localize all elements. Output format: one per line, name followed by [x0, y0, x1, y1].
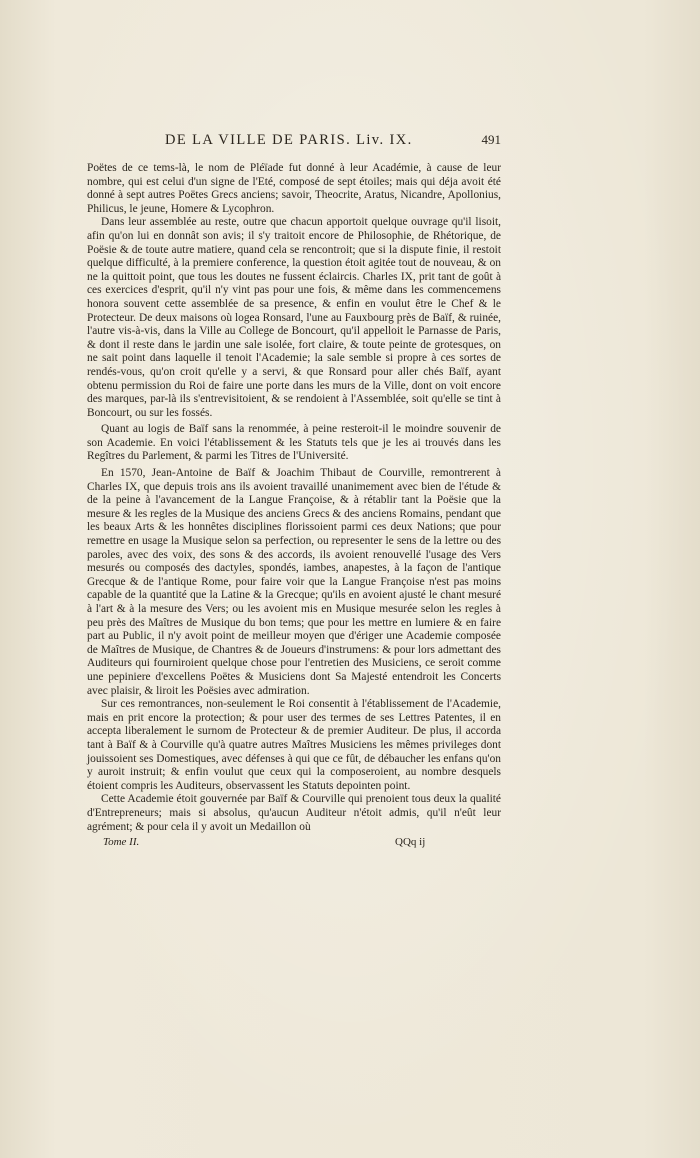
paragraph: Sur ces remontrances, non-seulement le Roi consentit à l'établissement de l'Academie, mais en prit encore la protection; & pour user des termes de ses Lettres Patentes, il en accepta liberalement le surnom de Protecteur & de premier Auditeur. De plus, il accorda tant à Baïf & à Courville qu'à quatre autres Maîtres Musiciens les mêmes privileges dont jouissoient ses Domestiques, avec défenses à qui que ce fût, de débaucher les enfans qu'on y auroit instruit; & enfin voulut que ceux qui la composeroient, au nombre desquels étoient compris les Auditeurs, observassent les Statuts depointen point.	[87, 698, 501, 792]
paragraph: Quant au logis de Baïf sans la renommée, à peine resteroit-il le moindre souvenir de son Academie. En voici l'établissement & les Statuts tels que je les ai trouvés dans les Regîtres du Parlement, & parmi les Titres de l'Université.	[87, 423, 501, 463]
text-block	[87, 132, 501, 852]
volume-label: Tome II.	[103, 836, 140, 849]
running-head	[87, 132, 501, 162]
paragraph: Cette Academie étoit gouvernée par Baïf & Courville qui prenoient tous deux la qualité d'Entrepreneurs; mais si absolus, qu'aucun Auditeur n'étoit admis, qu'il n'eût leur agrément; & pour cela il y avoit un Medaillon où	[87, 793, 501, 833]
paragraph: Dans leur assemblée au reste, outre que chacun apportoit quelque ouvrage qu'il lisoit, afin qu'on lui en donnât son avis; il s'y traitoit encore de Philosophie, de Rhétorique, de Poësie & de toute autre matiere, quand cela se rencontroit; que si la dispute finie, il restoit quelque difficulté, à la premiere conference, la question étoit agitée tout de nouveau, & on ne la quittoit point, que tous les doutes ne fussent éclaircis. Charles IX, prit tant de goût à ces exercices d'esprit, qu'il n'y vint pas pour une fois, & même dans les commencemens honora souvent cette assemblée de sa presence, & enfin en voulut être le Chef & le Protecteur. De deux maisons où logea Ronsard, l'une au Fauxbourg près de Baïf, & ruinée, l'autre vis-à-vis, dans la Ville au College de Boncourt, qu'il appelloit le Parnasse de Paris, & dont il reste dans le jardin une sale isolée, fort claire, & toute peinte de grotesques, on ne sait point dans laquelle il tenoit l'Academie; la sale semble si propre à ces sortes de rendés-vous, qu'on croit qu'elle y a servi, & que Ronsard pour aller chés Baïf, ayant obtenu permission du Roi de faire une porte dans les murs de la Ville, dont on voit encore des marques, par-là ils s'entrevisitoient, & se rendoient à l'Assemblée, soit qu'elle se tint à Boncourt, ou sur les fossés.	[87, 216, 501, 419]
paragraph: En 1570, Jean-Antoine de Baïf & Joachim Thibaut de Courville, remontrerent à Charles IX, que depuis trois ans ils avoient travaillé unanimement avec bien de l'étude & de la peine à l'avancement de la Langue Françoise, & à rétablir tant la Poësie que la mesure & les regles de la Musique des anciens Grecs & des anciens Romains, pendant que les beaux Arts & les honnêtes disciplines florissoient parmi ces deux Nations; que pour remettre en usage la Musique selon sa perfection, ou representer le sens de la lettre ou des paroles, avec des voix, des sons & des accords, ils avoient renouvellé l'usage des Vers mesurés ou composés des dactyles, spondés, iambes, anapestes, à la façon de l'antique Grecque & de l'antique Rome, pour faire voir que la Langue Françoise n'est pas moins capable de la quantité que la Latine & la Grecque; qu'ils en avoient ajusté le chant mesuré à l'art & à la mesure des Vers; ou les avoient mis en Musique mesurée selon les regles à peu près des Maîtres de Musique du bon tems; que pour les mettre en lumiere & en faire part au Public, il n'y avoit point de meilleur moyen que d'ériger une Academie composée de Maîtres de Musique, de Chantres & de Joueurs d'instrumens: & pour lors admettant des Auditeurs qui fourniroient quelque chose pour l'entretien des Musiciens, ce seroit comme une pepiniere d'excellens Poëtes & Musiciens dont Sa Majesté entendroit les Concerts avec plaisir, & liroit les Poësies avec admiration.	[87, 467, 501, 697]
running-title: DE LA VILLE DE PARIS. Liv. IX.	[165, 132, 413, 148]
page-number: 491	[481, 132, 501, 147]
paragraph: Poëtes de ce tems-là, le nom de Pléïade fut donné à leur Académie, à cause de leur nombre, qui est celui d'un signe de l'Eté, composé de sept étoiles; mais qui déja avoit été donné à sept autres Poëtes Grecs anciens; savoir, Theocrite, Aratus, Nicandre, Apollonius, Philicus, le jeune, Homere & Lycophron.	[87, 162, 501, 215]
signature-mark: QQq ij	[395, 836, 426, 849]
page-footer	[87, 836, 501, 852]
